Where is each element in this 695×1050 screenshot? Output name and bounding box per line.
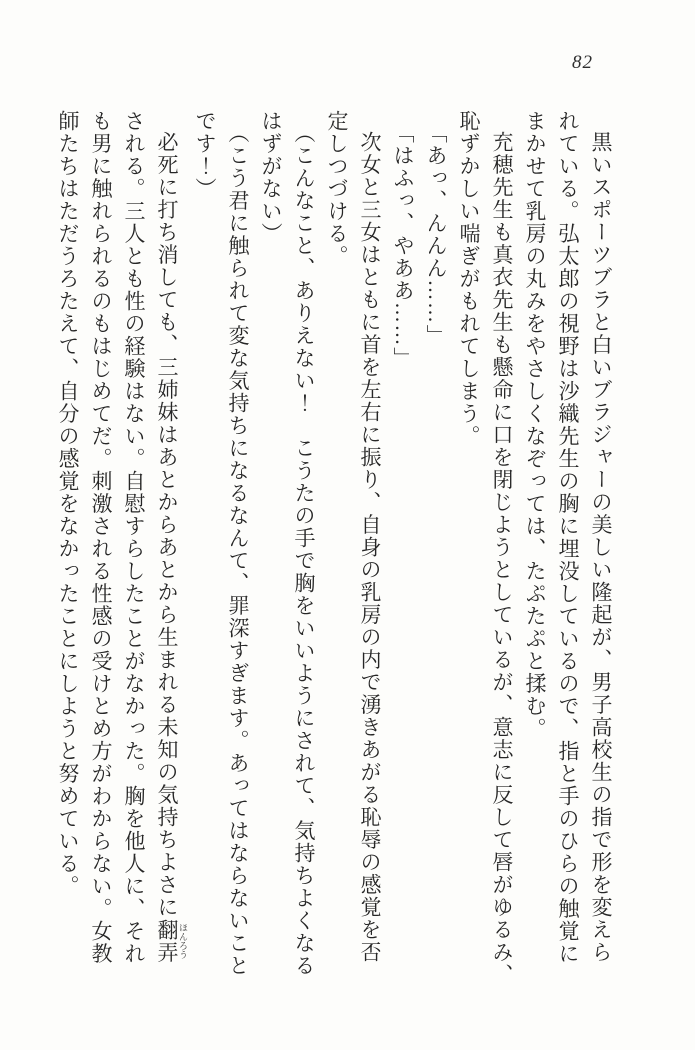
text-line: はずがない） bbox=[259, 110, 283, 245]
text-line: 定しつづける。 bbox=[325, 110, 349, 268]
text-line: 充穂先生も真衣先生も懸命に口を閉じようとしているが、意志に反して唇がゆるみ、 bbox=[490, 131, 514, 986]
text-line: 次女と三女はともに首を左右に振り、自身の乳房の内で湧きあがる恥辱の感覚を否 bbox=[358, 131, 382, 964]
text-line: 師たちはただうろたえて、自分の感覚をなかったことにしようと努めている。 bbox=[56, 110, 80, 898]
ruby-furigana: ほんろう bbox=[178, 918, 188, 964]
text-line: まかせて乳房の丸みをやさしくなぞっては、たぷたぷと揉む。 bbox=[523, 110, 547, 740]
text-line-dialogue: 「はふっ、やああ……」 bbox=[391, 121, 415, 370]
text-line-dialogue: 「あっ、んんん……」 bbox=[424, 121, 448, 347]
text-line: 黒いスポーツブラと白いブラジャーの美しい隆起が、男子高校生の指で形を変えら bbox=[589, 131, 613, 964]
text-line: 恥ずかしい喘ぎがもれてしまう。 bbox=[457, 110, 481, 448]
text-line: される。三人とも性の経験はない。自慰すらしたことがなかった。胸を他人に、それ bbox=[122, 110, 146, 965]
text-line-thought: （こう君に触られて変な気持ちになるなんて、罪深すぎます。あってはならないこと bbox=[226, 121, 250, 977]
text-line-with-ruby bbox=[150, 110, 188, 1002]
page-number: 82 bbox=[572, 52, 593, 73]
text-line-thought: （こんなこと、ありえない！ こうたの手で胸をいいようにされて、気持ちよくなる bbox=[292, 121, 316, 977]
ruby-base: 翻弄 bbox=[155, 918, 179, 964]
ruby-annotated-word bbox=[155, 918, 188, 964]
text-line: も男に触れられるのもはじめてだ。刺激される性感の受けとめ方がわからない。女教 bbox=[89, 110, 113, 965]
vertical-text-block bbox=[51, 110, 617, 1002]
text-line: です！） bbox=[193, 110, 217, 200]
text-segment: 必死に打ち消しても、三姉妹はあとからあとから生まれる未知の気持ちよさに bbox=[155, 131, 179, 919]
text-line: れている。弘太郎の視野は沙織先生の胸に埋没しているので、指と手のひらの触覚に bbox=[556, 110, 580, 965]
